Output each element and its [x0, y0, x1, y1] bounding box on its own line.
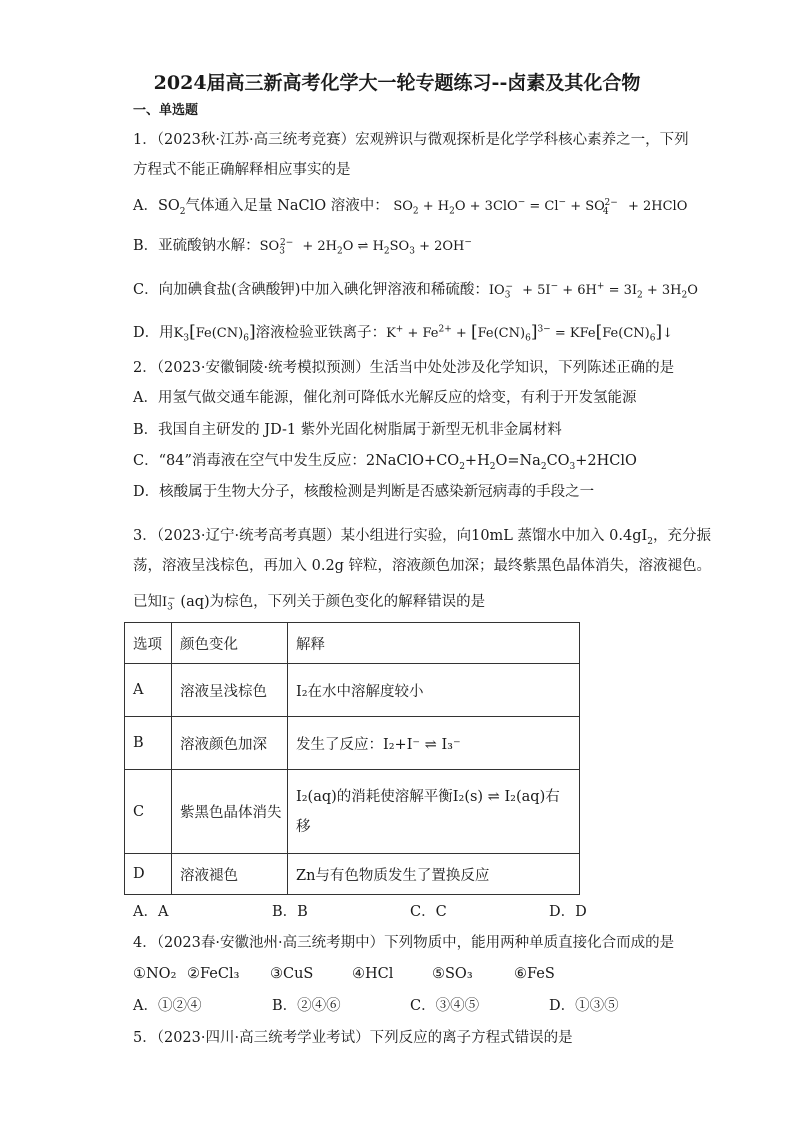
table-cell-explain: 发生了反应：I₂+I⁻ ⇌ I₃⁻: [288, 717, 580, 770]
q1-option-c: [133, 280, 698, 301]
q4-item: ④HCl: [352, 966, 394, 982]
q1-option-c-text: C．向加碘食盐(含碘酸钾)中加入碘化钾溶液和稀硫酸：: [133, 282, 489, 298]
q3-stem-line1-text2: ，充分振: [652, 528, 711, 544]
q1-option-d: [133, 322, 673, 344]
table-header-cell: 选项: [125, 623, 172, 664]
q4-answer-a: A．①②④: [133, 998, 202, 1014]
q1-option-b: [133, 236, 472, 257]
table-cell-change: 紫黑色晶体消失: [172, 770, 288, 854]
q3-stem-line2: 荡，溶液呈浅棕色，再加入 0.2g 锌粒，溶液颜色加深；最终紫黑色晶体消失，溶液褪色。: [133, 558, 712, 574]
q4-item: ②FeCl₃: [187, 966, 240, 982]
q1-option-d-equation: $K^+ + Fe^{2+} + [Fe(CN)_6]^{3-}$ = $KFe[Fe(CN)_6]↓$: [386, 322, 673, 344]
q3-stem-line3: [133, 592, 485, 613]
q1-option-a-text: 气体通入足量 NaClO 溶液中：: [185, 198, 389, 214]
table-cell-change: 溶液呈浅棕色: [172, 664, 288, 717]
q4-item: ⑤SO₃: [432, 966, 473, 982]
q2-option-c-text: C．“84”消毒液在空气中发生反应：2NaClO+CO: [133, 453, 460, 469]
table-cell-option: B: [125, 717, 172, 770]
section-heading: 一、单选题: [133, 103, 199, 118]
q1-option-d-reagent: $K_3[Fe(CN)_6]$: [173, 322, 256, 344]
q2-option-c-text5: +2HClO: [575, 453, 637, 469]
q3-answer-a: A．A: [133, 904, 169, 920]
q3-answer-c: C．C: [410, 904, 447, 920]
q2-option-b: B．我国自主研发的 JD-1 紫外光固化树脂属于新型无机非金属材料: [133, 422, 562, 438]
q4-answer-d: D．①③⑤: [549, 998, 619, 1014]
q3-stem-line1: 3．（2023·辽宁·统考高考真题）某小组进行实验，向10mL 蒸馏水中加入 $0.4gI_2$，充分振: [133, 528, 711, 547]
table-row: [125, 664, 580, 717]
q3-stem-line3-text: 已知: [133, 594, 162, 610]
q2-stem: 2．（2023·安徽铜陵·统考模拟预测）生活当中处处涉及化学知识，下列陈述正确的是: [133, 360, 675, 376]
q1-option-a-label: A．SO: [133, 198, 180, 214]
table-header-cell: 解释: [288, 623, 580, 664]
q3-stem-line1-text: 3．（2023·辽宁·统考高考真题）某小组进行实验，向10mL 蒸馏水中加入 0.4gI: [133, 528, 648, 544]
q1-option-d-label: D．用: [133, 325, 174, 341]
table-cell-change: 溶液颜色加深: [172, 717, 288, 770]
q2-option-c-text3: O=Na: [495, 453, 541, 469]
page-title: 2024届高三新高考化学大一轮专题练习--卤素及其化合物: [153, 72, 641, 94]
q2-option-d: D．核酸属于生物大分子，核酸检测是判断是否感染新冠病毒的手段之一: [133, 484, 595, 500]
q1-option-b-equation: $SO_3^{2-} + 2H_2O$ ⇌ $H_2SO_3 + 2OH^-$: [259, 237, 472, 257]
q3-answer-b: B．B: [272, 904, 308, 920]
q1-option-a-equation: $SO_2 + H_2O + 3ClO^- = Cl^- + SO_4^{2-}$ + 2HClO: [393, 197, 688, 217]
table-cell-explain: [288, 770, 580, 854]
q3-stem-line3-text2: (aq)为棕色，下列关于颜色变化的解释错误的是: [180, 594, 486, 610]
table-cell-explain: I₂在水中溶解度较小: [288, 664, 580, 717]
q1-stem-line1: 1．（2023秋·江苏·高三统考竞赛）宏观辨识与微观探析是化学学科核心素养之一，下列: [133, 132, 689, 148]
q2-option-a: A．用氢气做交通车能源，催化剂可降低水光解反应的焓变，有利于开发氢能源: [133, 390, 637, 406]
table-cell-explain: Zn与有色物质发生了置换反应: [288, 854, 580, 895]
q4-item: ③CuS: [270, 966, 314, 982]
table-cell-change: 溶液褪色: [172, 854, 288, 895]
table-header-cell: 颜色变化: [172, 623, 288, 664]
q2-option-c-text4: CO: [546, 453, 570, 469]
table-row: [125, 770, 580, 854]
q4-stem: 4．（2023春·安徽池州·高三统考期中）下列物质中，能用两种单质直接化合而成的是: [133, 935, 675, 951]
q3-stem-triiodide: $I_3^-$: [162, 593, 176, 613]
table-cell-option: A: [125, 664, 172, 717]
table-row: [125, 717, 580, 770]
q4-answer-b: B．②④⑥: [272, 998, 341, 1014]
q2-option-c: C．“84”消毒液在空气中发生反应：$2NaClO+CO_2+H_2O=Na_2CO_3+2HClO$: [133, 453, 637, 472]
q4-answer-c: C．③④⑤: [410, 998, 480, 1014]
table-cell-option: D: [125, 854, 172, 895]
q1-stem-line2: 方程式不能正确解释相应事实的是: [133, 162, 351, 178]
q3-table: [124, 622, 580, 895]
q1-option-b-text: B．亚硫酸钠水解：: [133, 238, 260, 254]
q2-option-c-text2: +H: [464, 453, 490, 469]
table-cell-explain-line2: 移: [296, 818, 311, 835]
q3-answer-d: D．D: [549, 904, 587, 920]
table-header-row: [125, 623, 580, 664]
q5-stem: 5．（2023·四川·高三统考学业考试）下列反应的离子方程式错误的是: [133, 1030, 573, 1046]
table-cell-option: C: [125, 770, 172, 854]
q4-item: ①NO₂: [133, 966, 177, 982]
table-row: [125, 854, 580, 895]
q1-option-d-text: 溶液检验亚铁离子：: [255, 325, 387, 341]
q1-option-c-equation: $IO_3^- + 5I^- + 6H^+ = 3I_2 + 3H_2O$: [488, 281, 698, 301]
q4-item: ⑥FeS: [514, 966, 555, 982]
q1-option-a: A．$SO_2$气体通入足量 NaClO 溶液中： $SO_2 + H_2O + 3ClO^- = Cl^- + SO_4^{2-}$ + 2HClO: [133, 197, 688, 217]
table-cell-explain-line1: I₂(aq)的消耗使溶解平衡I₂(s) ⇌ I₂(aq)右: [296, 788, 560, 805]
